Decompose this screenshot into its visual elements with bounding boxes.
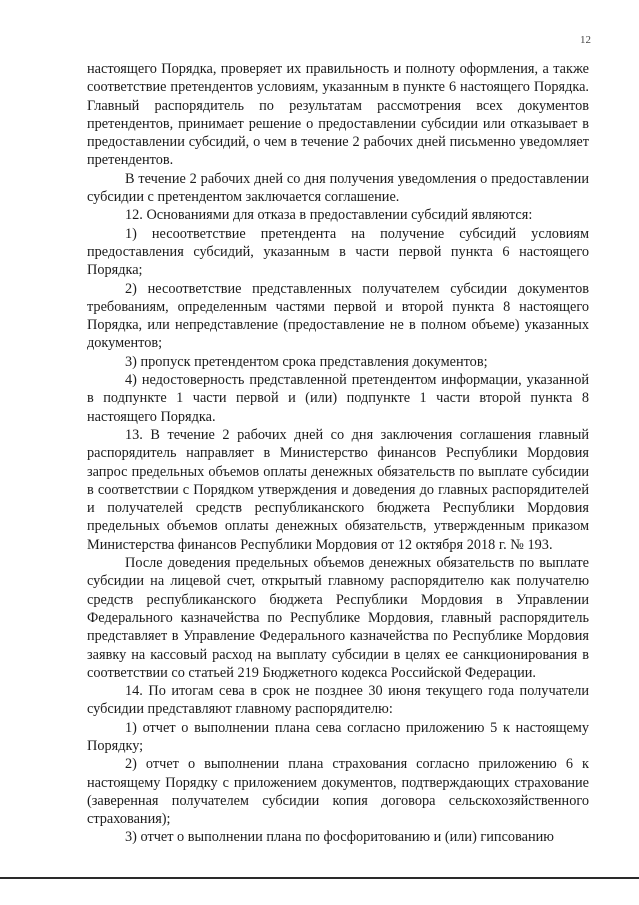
paragraph-13: 13. В течение 2 рабочих дней со дня заключения соглашения главный распорядитель направляет в Министерство финансов Республики Мордовия запрос предельных объемов оплаты денежных обязательств по выплате субсидии в соответствии с Порядком утверждения и доведения до главных распорядителей и получателей средств республиканского бюджета Республики Мордовия предельных объемов оплаты денежных обязательств, утвержденным приказом Министерства финансов Республики Мордовия от 12 октября 2018 г. № 193.: [87, 426, 589, 553]
paragraph-14-item-2: 2) отчет о выполнении плана страхования согласно приложению 6 к настоящему Порядку с приложением документов, подтверждающих страхование (заверенная получателем субсидии копия договора сельскохозяйственного страхования);: [87, 756, 589, 828]
paragraph-continuation: настоящего Порядка, проверяет их правильность и полноту оформления, а также соответствие претендентов условиям, указанным в пункте 6 настоящего Порядка. Главный распорядитель по результатам рассмотрения всех документов претендентов, принимает решение о предоставлении субсидии или отказывает в предоставлении субсидий, о чем в течение 2 рабочих дней письменно уведомляет претендентов.: [87, 61, 589, 169]
paragraph-12-item-1: 1) несоответствие претендента на получение субсидий условиям предоставления субсидий, указанным в части первой пункта 6 настоящего Порядка;: [87, 225, 589, 279]
page-bottom-rule: [0, 877, 639, 879]
paragraph-14-heading: 14. По итогам сева в срок не позднее 30 июня текущего года получатели субсидии представляют главному распорядителю:: [87, 683, 589, 718]
paragraph-12-item-4: 4) недостоверность представленной претендентом информации, указанной в подпункте 1 части первой и (или) подпункте 1 части второй пункта 8 настоящего Порядка.: [87, 372, 589, 425]
page-number: 12: [580, 34, 591, 46]
paragraph-14-item-3: 3) отчет о выполнении плана по фосфоритованию и (или) гипсованию: [125, 829, 554, 846]
paragraph-14-item-1: 1) отчет о выполнении плана сева согласно приложению 5 к настоящему Порядку;: [87, 719, 589, 754]
paragraph-12-item-3: 3) пропуск претендентом срока представления документов;: [125, 353, 488, 370]
paragraph-13-continued: После доведения предельных объемов денежных обязательств по выплате субсидии на лицевой счет, открытый главному распорядителю как получателю средств республиканского бюджета Республики Мордовия в Управлении Федерального казначейства по Республике Мордовия, главный распорядитель представляет в Управление Федерального казначейства по Республике Мордовия заявку на кассовый расход на выплату субсидии в целях ее санкционирования в соответствии со статьей 219 Бюджетного кодекса Российской Федерации.: [87, 555, 589, 681]
paragraph-12-heading: 12. Основаниями для отказа в предоставлении субсидий являются:: [125, 207, 533, 224]
paragraph-12-item-2: 2) несоответствие представленных получателем субсидии документов требованиям, определенным частями первой и второй пункта 8 настоящего Порядка, или непредставление (предоставление не в полном объеме) указанных документов;: [87, 280, 589, 352]
paragraph-agreement: В течение 2 рабочих дней со дня получения уведомления о предоставлении субсидии с претендентом заключается соглашение.: [87, 170, 589, 206]
document-body: [87, 60, 589, 847]
